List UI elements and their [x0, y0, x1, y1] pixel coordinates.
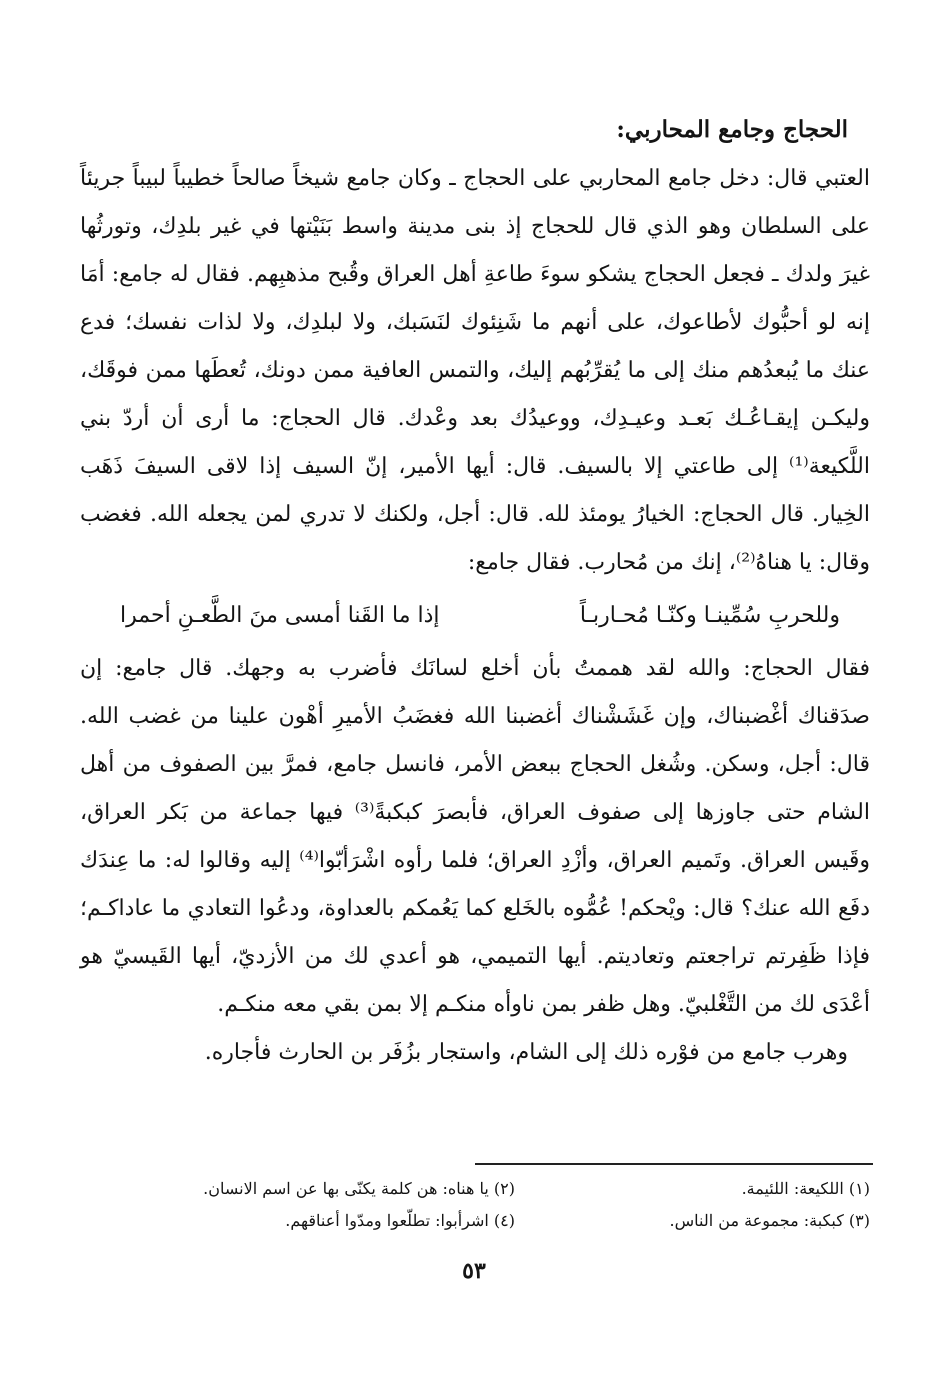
footnote-number: (٢) [493, 1179, 515, 1198]
footnote-text: كبكبة: مجموعة من الناس. [669, 1211, 844, 1230]
main-text [80, 155, 870, 1077]
footnote-4 [160, 1210, 515, 1232]
footnote-1 [515, 1178, 870, 1200]
paragraph-2: فقال الحجاج: والله لقد هممتُ بأن أخلع لسانَك فأضرب به وجهك. قال جامع: إن صدَقناك أغْضبناك، وإن غَشَشْناك أغضبنا الله فغضَبُ الأميرِ أهْون علينا من غضب الله. قال: أجل، وسكن. وشُغل الحجاج ببعض الأمر، فانسل جامع، فمرَّ بين الصفوف من أهل الشام حتى جاوزها إلى صفوف العراق، فأبصرَ كبكبةً⁽³⁾ فيها جماعة من بَكر العراق، وقَيس العراق. وتَميم العراق، وأزْدِ العراق؛ فلما رأوه اشْرَأبّوا⁽⁴⁾ إليه وقالوا له: ما عِندَك دفَع الله عنك؟ قال: ويْحكم! عُمُّوه بالخَلع كما يَعُمكم بالعداوة، ودعُوا التعادي ما عاداكـم؛ فإذا ظَفِرتم تراجعتم وتعاديتم. أيها التميمي، هو أعدي لك من الأزديّ، أيها القَيسيّ هو أعْدَى لك من التَّغْلبيّ. وهل ظفر بمن ناوأه منكـم إلا بمن بقي معه منكـم. [80, 656, 870, 1017]
footnote-divider [475, 1163, 873, 1165]
footnote-number: (١) [848, 1179, 870, 1198]
footnote-number: (٤) [493, 1211, 515, 1230]
footnote-text: اللكيعة: اللئيمة. [741, 1179, 844, 1198]
footnote-number: (٣) [848, 1211, 870, 1230]
footnote-2 [160, 1178, 515, 1200]
footnotes [160, 1178, 870, 1232]
verse-second-hemistich: إذا ما القَنا أمسى منَ الطَّعـنِ أحمرا [120, 603, 440, 628]
page-number: ٥٣ [462, 1258, 486, 1284]
footnote-text: اشرأبوا: تطلّعوا ومدّوا أعناقهم. [285, 1211, 489, 1230]
footnote-text: يا هناه: هن كلمة يكنّى بها عن اسم الانسان. [203, 1179, 489, 1198]
poetry-verse [120, 587, 840, 645]
paragraph-1: العتبي قال: دخل جامع المحاربي على الحجاج ـ وكان جامع شيخاً صالحاً خطيباً لبيباً جريئاً على السلطان وهو الذي قال للحجاج إذ بنى مدينة واسط بَنَيْتها في غير بلدِك، وتورثُها غيرَ ولدك ـ فجعل الحجاج يشكو سوءَ طاعةِ أهل العراق وقُبح مذهبِهم. فقال له جامع: أمَا إنه لو أحبُّوك لأطاعوك، على أنهم ما شَنِئوك لنَسَبك، ولا لبلدِك، ولا لذات نفسك؛ فدع عنك ما يُبعدُهم منك إلى ما يُقرِّبُهم إليك، والتمس العافية ممن دونك، تُعطَها ممن فوقَك، وليكـن إيقـاعُـك بَعـد وعيـدِك، ووعيدُك بعد وعْدك. قال الحجاج: ما أرى أن أردّ بني اللَّكيعة⁽¹⁾ إلى طاعتي إلا بالسيف. قال: أيها الأمير، إنّ السيف إذا لاقى السيفَ ذَهَب الخِيار. قال الحجاج: الخيارُ يومئذ لله. قال: أجل، ولكنك لا تدري لمن يجعله الله. فغضب وقال: يا هناهُ⁽²⁾، إنك من مُحارب. فقال جامع: [80, 166, 870, 575]
verse-first-hemistich: وللحربِ سُمِّينـا وكنّـا مُحـاربـاً [579, 603, 840, 628]
section-heading: الحجاج وجامع المحاربي: [616, 116, 848, 143]
paragraph-3: وهرب جامع من فوْره ذلك إلى الشام، واستجار بزُفَر بن الحارث فأجاره. [204, 1040, 848, 1065]
footnote-3 [515, 1210, 870, 1232]
